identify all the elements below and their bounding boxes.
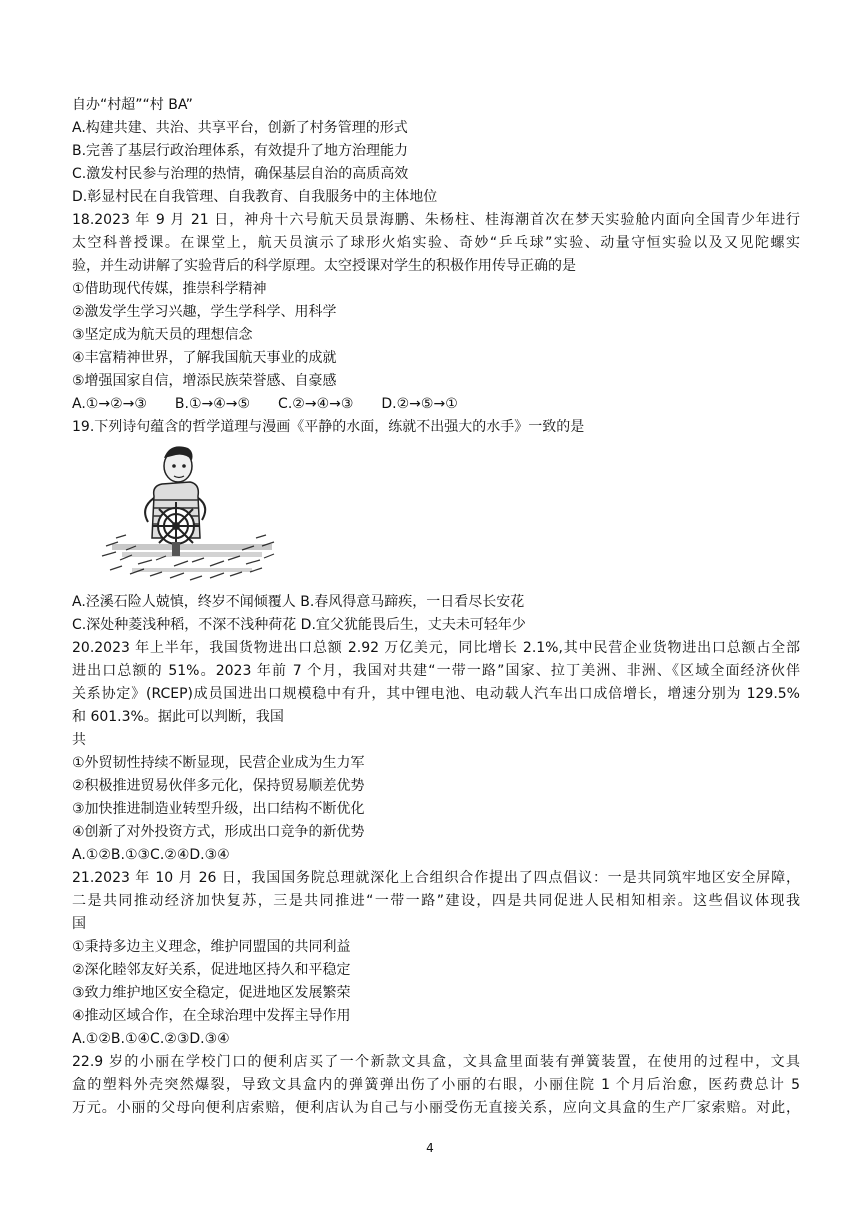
statement-line: ②积极推进贸易伙伴多元化，保持贸易顺差优势 [72, 778, 365, 794]
option-line: C.激发村民参与治理的热情，确保基层自治的高质高效 [72, 166, 409, 182]
question-20-text: 关系协定》(RCEP)成员国进出口规模稳中有升，其中锂电池、电动载人汽车出口成倍增长，增速分别为 129.5% [72, 686, 800, 702]
question-21-text: 国 [72, 916, 86, 932]
question-19-text: 19.下列诗句蕴含的哲学道理与漫画《平静的水面，练就不出强大的水手》一致的是 [72, 419, 585, 435]
option-line: B.完善了基层行政治理体系，有效提升了地方治理能力 [72, 143, 409, 159]
statement-line: ⑤增强国家自信，增添民族荣誉感、自豪感 [72, 373, 337, 389]
text-line: 共 [72, 732, 86, 748]
question-22-text: 盒的塑料外壳突然爆裂，导致文具盒内的弹簧弹出伤了小丽的右眼，小丽住院 1 个月后治愈，医药费总计 5 [72, 1077, 800, 1093]
statement-line: ④推动区域合作，在全球治理中发挥主导作用 [72, 1008, 351, 1024]
statement-line: ④丰富精神世界，了解我国航天事业的成就 [72, 350, 337, 366]
statement-line: ③致力维护地区安全稳定，促进地区发展繁荣 [72, 985, 351, 1001]
question-18-text: 验，并生动讲解了实验背后的科学原理。太空授课对学生的积极作用传导正确的是 [72, 258, 576, 274]
text-line: 自办“村超”“村 BA” [72, 97, 193, 113]
option-line: D.彰显村民在自我管理、自我教育、自我服务中的主体地位 [72, 189, 438, 205]
question-20-text: 进出口总额的 51%。2023 年前 7 个月，我国对共建“一带一路”国家、拉丁美洲、非洲、《区域全面经济伙伴 [72, 663, 800, 679]
question-22-text: 万元。小丽的父母向便利店索赔，便利店认为自己与小丽受伤无直接关系，应向文具盒的生产厂家索赔。对此， [72, 1100, 800, 1116]
statement-line: ①秉持多边主义理念，维护同盟国的共同利益 [72, 939, 351, 955]
option-line: A.泾溪石险人兢慎，终岁不闻倾覆人 B.春风得意马蹄疾，一日看尽长安花 [72, 594, 525, 610]
page-number: 4 [426, 1141, 434, 1155]
statement-line: ③加快推进制造业转型升级，出口结构不断优化 [72, 801, 365, 817]
option-line: A.①②B.①③C.②④D.③④ [72, 847, 230, 863]
question-20-text: 20.2023 年上半年，我国货物进出口总额 2.92 万亿美元，同比增长 2.1%,其中民营企业货物进出口总额占全部 [72, 640, 800, 656]
question-21-text: 21.2023 年 10 月 26 日，我国国务院总理就深化上合组织合作提出了四点倡议：一是共同筑牢地区安全屏障， [72, 870, 800, 886]
statement-line: ①借助现代传媒，推崇科学精神 [72, 281, 267, 297]
question-22-text: 22.9 岁的小丽在学校门口的便利店买了一个新款文具盒，文具盒里面装有弹簧装置，在使用的过程中，文具 [72, 1054, 800, 1070]
sailor-cartoon-image [92, 438, 292, 588]
question-18-text: 18.2023 年 9 月 21 日，神舟十六号航天员景海鹏、朱杨柱、桂海潮首次在梦天实验舱内面向全国青少年进行 [72, 212, 800, 228]
statement-line: ③坚定成为航天员的理想信念 [72, 327, 253, 343]
statement-line: ①外贸韧性持续不断显现，民营企业成为生力军 [72, 755, 365, 771]
option-line: A.①→②→③ B.①→④→⑤ C.②→④→③ D.②→⑤→① [72, 396, 458, 412]
option-line: A.构建共建、共治、共享平台，创新了村务管理的形式 [72, 120, 408, 136]
question-21-text: 二是共同推动经济加快复苏，三是共同推进“一带一路”建设，四是共同促进人民相知相亲。这些倡议体现我 [72, 893, 800, 909]
statement-line: ②激发学生学习兴趣，学生学科学、用科学 [72, 304, 337, 320]
statement-line: ④创新了对外投资方式，形成出口竞争的新优势 [72, 824, 365, 840]
option-line: C.深处种菱浅种稻，不深不浅种荷花 D.宜父犹能畏后生，丈夫未可轻年少 [72, 617, 526, 633]
statement-line: ②深化睦邻友好关系，促进地区持久和平稳定 [72, 962, 351, 978]
question-20-text: 和 601.3%。据此可以判断，我国 [72, 709, 284, 725]
question-18-text: 太空科普授课。在课堂上，航天员演示了球形火焰实验、奇妙“乒乓球”实验、动量守恒实验以及又见陀螺实 [72, 235, 800, 251]
option-line: A.①②B.①④C.②③D.③④ [72, 1031, 230, 1047]
